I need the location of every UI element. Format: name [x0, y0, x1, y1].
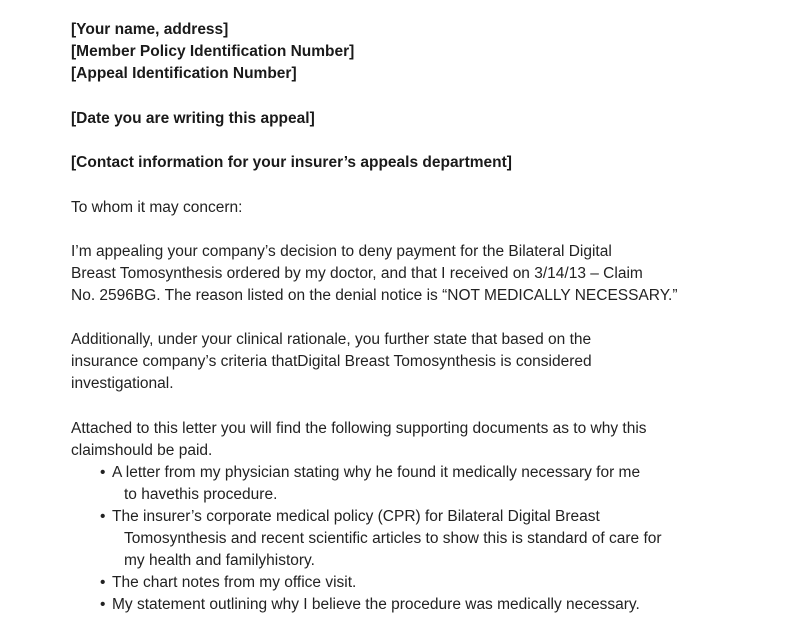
paragraph-line: insurance company’s criteria thatDigital Breast Tomosynthesis is considered [71, 353, 592, 370]
paragraph-line: Attached to this letter you will find the following supporting documents as to why this [71, 420, 647, 437]
paragraph-line: No. 2596BG. The reason listed on the denial notice is “NOT MEDICALLY NECESSARY.” [71, 287, 678, 304]
contact-placeholder: [Contact information for your insurer’s appeals department] [71, 154, 512, 171]
bullet-icon: • [100, 508, 106, 525]
bullet-item [100, 594, 640, 616]
paragraph-line: Breast Tomosynthesis ordered by my doctor, and that I received on 3/14/13 – Claim [71, 265, 643, 282]
salutation: To whom it may concern: [71, 199, 243, 216]
bullet-item [100, 462, 640, 484]
bullet-text: The insurer’s corporate medical policy (CPR) for Bilateral Digital Breast [112, 508, 600, 525]
paragraph-line: I’m appealing your company’s decision to deny payment for the Bilateral Digital [71, 243, 612, 260]
bullet-text: My statement outlining why I believe the procedure was medically necessary. [112, 596, 640, 613]
bullet-icon: • [100, 574, 106, 591]
bullet-text: The chart notes from my office visit. [112, 574, 357, 591]
appeal-id-placeholder: [Appeal Identification Number] [71, 65, 297, 82]
member-policy-id-placeholder: [Member Policy Identification Number] [71, 43, 355, 60]
paragraph-line: claimshould be paid. [71, 442, 213, 459]
paragraph-line: Additionally, under your clinical rationale, you further state that based on the [71, 331, 592, 348]
bullet-icon: • [100, 596, 106, 613]
bullet-continuation: Tomosynthesis and recent scientific articles to show this is standard of care for [124, 530, 662, 547]
bullet-item [100, 572, 356, 594]
name-address-placeholder: [Your name, address] [71, 21, 229, 38]
bullet-item [100, 506, 600, 528]
bullet-text: A letter from my physician stating why he found it medically necessary for me [112, 464, 641, 481]
date-placeholder: [Date you are writing this appeal] [71, 110, 315, 127]
bullet-continuation: my health and familyhistory. [124, 552, 315, 569]
bullet-continuation: to havethis procedure. [124, 486, 278, 503]
paragraph-line: investigational. [71, 375, 174, 392]
bullet-icon: • [100, 464, 106, 481]
